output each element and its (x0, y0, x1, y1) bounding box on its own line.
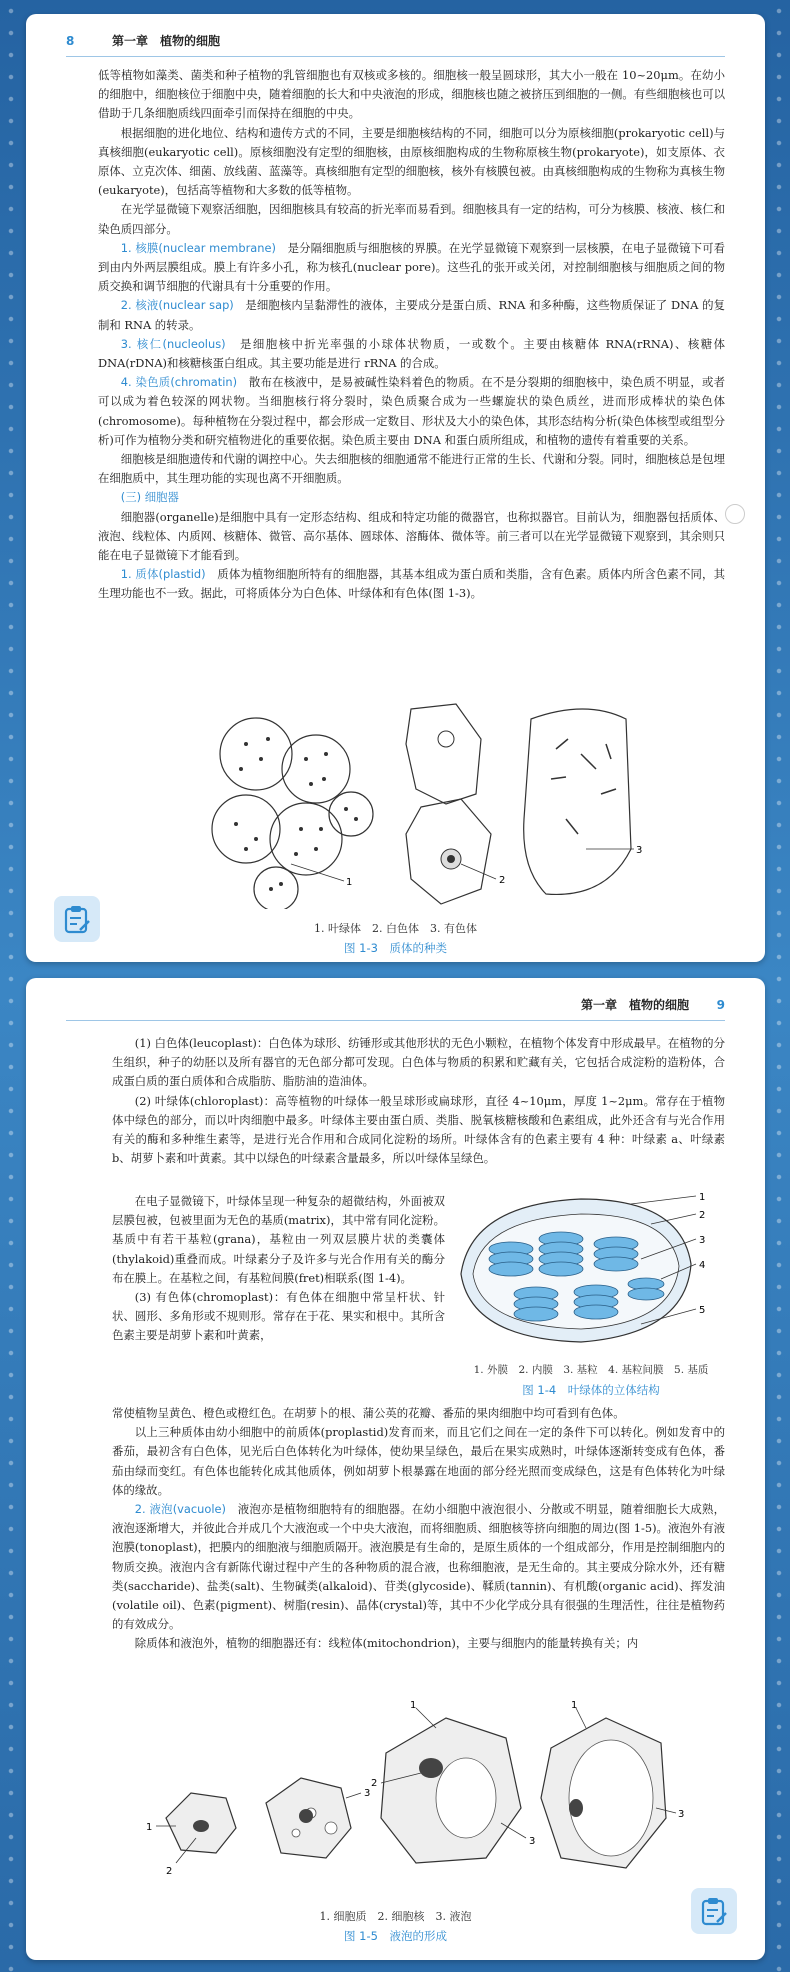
page-body (112, 1034, 725, 1168)
item-nuclear-sap (98, 296, 725, 334)
item-vacuole (112, 1500, 725, 1634)
page-header (66, 996, 725, 1018)
figure-label: 2 (371, 1778, 378, 1789)
paragraph: 根据细胞的进化地位、结构和遗传方式的不同，主要是细胞核结构的不同，细胞可以分为原核细胞(prokaryotic cell)与真核细胞(eukaryotic cell)。原核细胞没有定型的细胞核，由原核细胞构成的生物称原核生物(prokaryote)，如支原体、衣原体、立克次体、细菌、放线菌、蓝藻等。真核细胞有定型的细胞核，核外有核膜包被。由真核细胞构成的生物称为真核生物(eukaryote)，包括高等植物和大多数的低等植物。 (98, 125, 725, 198)
book-page-9 (26, 978, 765, 1960)
figure-1-4-illustration (451, 1184, 711, 1349)
page-body-column (112, 1192, 445, 1346)
figure-label: 1 (346, 877, 353, 888)
item-heading: 2. 液泡(vacuole) (134, 1502, 226, 1517)
figure-label: 1 (571, 1700, 578, 1711)
figure-title: 图 1-4 叶绿体的立体结构 (522, 1383, 660, 1397)
figure-label: 1 (410, 1700, 417, 1711)
item-text: 是分隔细胞质与细胞核的界膜。在光学显微镜下观察到一层核膜，在电子显微镜下可看到由内外两层膜组成。膜上有许多小孔，称为核孔(nuclear pore)。这些孔的张开或关闭，对控制细胞核与细胞质之间的物质交换和调节细胞的代谢具有十分重要的作用。 (98, 240, 725, 294)
paragraph: 低等植物如藻类、菌类和种子植物的乳管细胞也有双核或多核的。细胞核一般呈圆球形，其大小一般在 10~20μm。在幼小的细胞中，细胞核位于细胞中央，随着细胞的长大和中央液泡的形成，细胞核也随之被挤压到细胞的一侧。有些细胞核也可以借助于几条细胞质线四面牵引而保持在细胞的中央。 (98, 68, 725, 121)
figure-label: 3 (529, 1836, 536, 1847)
item-text: 质体为植物细胞所特有的细胞器，其基本组成为蛋白质和类脂，含有色素。质体内所含色素不同，其生理功能也不一致。据此，可将质体分为白色体、叶绿体和有色体(图 1-3)。 (98, 567, 725, 601)
figure-1-5-illustration (146, 1698, 686, 1898)
clipboard-icon (63, 904, 91, 934)
page-number: 8 (66, 34, 75, 48)
item-heading: 4. 染色质(chromatin) (120, 375, 238, 390)
page-marker-icon (725, 504, 745, 524)
item-text: 是细胞核内呈黏滞性的液体，主要成分是蛋白质、RNA 和多种酶，这些物质保证了 DNA 的复制和 RNA 的转录。 (98, 298, 725, 332)
dot-pattern-right (768, 0, 790, 1972)
page-body (112, 1404, 725, 1654)
figure-label: 4 (699, 1260, 706, 1271)
clipboard-icon (700, 1896, 728, 1926)
paragraph: 在光学显微镜下观察活细胞，因细胞核具有较高的折光率而易看到。细胞核具有一定的结构，可分为核膜、核液、核仁和染色质四部分。 (98, 202, 725, 236)
page-body (98, 66, 725, 604)
figure-label: 2 (499, 875, 506, 886)
item-heading: 3. 核仁(nucleolus) (120, 336, 226, 351)
figure-label: 3 (364, 1788, 371, 1799)
item-chromatin (98, 373, 725, 450)
figure-1-3-illustration (206, 699, 646, 909)
paragraph: (1) 白色体(leucoplast)：白色体为球形、纺锤形或其他形状的无色小颗粒，在植物个体发育中形成最早。在植物的分生组织，种子的幼胚以及所有器官的无色部分都可发现。白色体与物质的积累和贮藏有关，它包括合成淀粉的造粉体，合成蛋白质的蛋白质体和合成脂肪、脂肪油的造油体。 (112, 1036, 725, 1089)
paragraph: 以上三种质体由幼小细胞中的前质体(proplastid)发育而来，而且它们之间在一定的条件下可以转化。例如发育中的番茄，最初含有白色体，见光后白色体转化为叶绿体，使幼果呈绿色，最后在果实成熟时，叶绿体逐渐转变成有色体，番茄由绿而变红。有色体也能转化成其他质体，例如胡萝卜根暴露在地面的部分经光照而变成绿色，这是有色体转化为叶绿体的缘故。 (112, 1425, 725, 1497)
paragraph: 细胞核是细胞遗传和代谢的调控中心。失去细胞核的细胞通常不能进行正常的生长、代谢和分裂。同时，细胞核总是包埋在细胞质中，其生理功能的实现也离不开细胞质。 (98, 452, 725, 486)
note-button[interactable] (691, 1888, 737, 1934)
paragraph: 常使植物呈黄色、橙色或橙红色。在胡萝卜的根、蒲公英的花瓣、番茄的果肉细胞中均可看到有色体。 (112, 1406, 625, 1420)
item-heading: 1. 质体(plastid) (120, 567, 206, 582)
figure-title: 图 1-3 质体的种类 (344, 941, 447, 955)
section-heading: (三) 细胞器 (120, 490, 179, 505)
figure-label: 2 (699, 1210, 706, 1221)
figure-title: 图 1-5 液泡的形成 (344, 1929, 447, 1943)
figure-caption: 1. 叶绿体 2. 白色体 3. 有色体 (314, 922, 477, 935)
item-text: 是细胞核中折光率强的小球体状物质，一或数个。主要由核糖体 RNA(rRNA)、核糖体 DNA(rDNA)和核糖核蛋白组成。其主要功能是进行 rRNA 的合成。 (98, 336, 725, 371)
figure-label: 1 (146, 1822, 153, 1833)
header-rule (66, 56, 725, 57)
note-button[interactable] (54, 896, 100, 942)
figure-label: 5 (699, 1305, 706, 1316)
paragraph: (3) 有色体(chromoplast)：有色体在细胞中常呈杆状、针状、圆形、多角形或不规则形。常存在于花、果实和根中。其所含色素主要是胡萝卜素和叶黄素， (112, 1290, 445, 1343)
paragraph: 细胞器(organelle)是细胞中具有一定形态结构、组成和特定功能的微器官，也称拟器官。目前认为，细胞器包括质体、液泡、线粒体、内质网、核糖体、微管、高尔基体、圆球体、溶酶体、微体等。前三者可以在光学显微镜下观察到，其余则只能在电子显微镜下才能看到。 (98, 509, 725, 563)
figure-caption: 1. 细胞质 2. 细胞核 3. 液泡 (319, 1910, 472, 1923)
item-heading: 2. 核液(nuclear sap) (120, 298, 234, 313)
paragraph: 除质体和液泡外，植物的细胞器还有：线粒体(mitochondrion)，主要与细胞内的能量转换有关；内 (134, 1636, 639, 1651)
figure-label: 3 (678, 1809, 685, 1820)
chapter-title: 第一章 植物的细胞 (580, 998, 689, 1012)
item-plastid (98, 565, 725, 603)
item-heading: 1. 核膜(nuclear membrane) (120, 240, 276, 255)
dot-pattern-left (0, 0, 22, 1972)
figure-label: 1 (699, 1192, 706, 1203)
chapter-title: 第一章 植物的细胞 (112, 34, 221, 48)
item-text: 液泡亦是植物细胞特有的细胞器。在幼小细胞中液泡很小、分散或不明显，随着细胞长大成熟，液泡逐渐增大，并彼此合并成几个大液泡或一个中央大液泡，而将细胞质、细胞核等挤向细胞的周边(图 1-5)。液泡外有液泡膜(tonoplast)，把膜内的细胞液与细胞质隔开。液泡膜是有生命的，是原生质体的一个组成部分，作用是控制细胞内的物质交换。液泡内含有新陈代谢过程中产生的各种物质的混合液，也称细胞液，是无生命的。其主要成分除水外，还有糖类(saccharide)、盐类(salt)、生物碱类(alkaloid)、苷类(glycoside)、鞣质(tannin)、有机酸(organic acid)、挥发油(volatile oil)、色素(pigment)、树脂(resin)、晶体(crystal)等，其中不少化学成分具有很强的生理活性，往往是植物药的有效成分。 (112, 1502, 725, 1632)
item-nucleolus (98, 335, 725, 373)
paragraph: 在电子显微镜下，叶绿体呈现一种复杂的超微结构，外面被双层膜包被，包被里面为无色的基质(matrix)，其中常有同化淀粉。基质中有若干基粒(grana)，基粒由一列双层膜片状的类囊体(thylakoid)重叠而成。叶绿素分子及许多与光合作用有关的酶分布在膜上。在基粒之间，有基粒间膜(fret)相联系(图 1-4)。 (112, 1194, 445, 1285)
paragraph: (2) 叶绿体(chloroplast)：高等植物的叶绿体一般呈球形或扁球形，直径 4~10μm，厚度 1~2μm。常存在于植物体中绿色的部分，而以叶肉细胞中最多。叶绿体主要由蛋白质、类脂、脱氧核糖核酸和色素组成，此外还含有与光合作用有关的酶和多种维生素等，是进行光合作用和合成同化淀粉的场所。叶绿体含有的色素主要有 4 种：叶绿素 a、叶绿素 b、胡萝卜素和叶黄素。其中以绿色的叶绿素含量最多，所以叶绿体呈绿色。 (112, 1093, 725, 1166)
header-rule (66, 1020, 725, 1021)
book-page-8 (26, 14, 765, 962)
figure-label: 2 (166, 1866, 173, 1877)
figure-label: 3 (699, 1235, 706, 1246)
item-text: 散布在核液中，是易被碱性染料着色的物质。在不是分裂期的细胞核中，染色质不明显，或者可以成为着色较深的网状物。当细胞核行将分裂时，染色质聚合成为一些螺旋状的染色质丝，进而形成棒状的染色体(chromosome)。每种植物在分裂过程中，都会形成一定数目、形状及大小的染色体，其形态结构分析(染色体核型或组型分析)可作为植物分类和研究植物进化的重要依据。染色质主要由 DNA 和蛋白质所组成，和植物的遗传有着重要的关系。 (98, 375, 725, 447)
figure-caption: 1. 外膜 2. 内膜 3. 基粒 4. 基粒间膜 5. 基质 (473, 1364, 709, 1376)
figure-label: 3 (636, 845, 643, 856)
page-header (66, 32, 725, 54)
item-nuclear-membrane (98, 239, 725, 297)
page-number: 9 (716, 998, 725, 1012)
